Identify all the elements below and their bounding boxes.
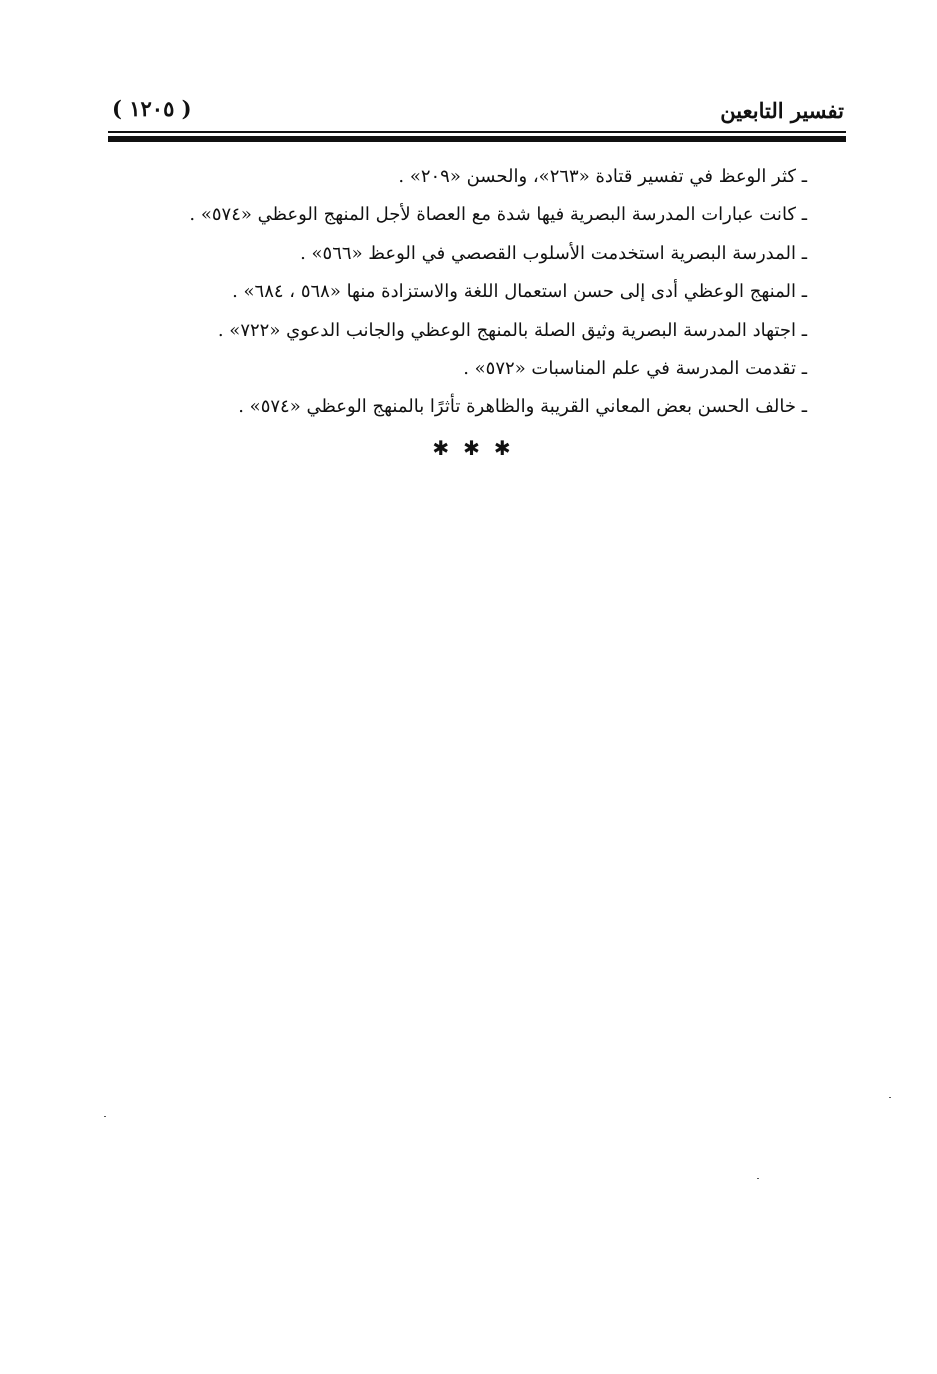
- header-rule-thick: [108, 136, 846, 142]
- running-title: تفسير التابعين: [720, 98, 844, 123]
- list-item: ـ المدرسة البصرية استخدمت الأسلوب القصصي في الوعظ «٥٦٦» .: [300, 242, 807, 264]
- list-item: ـ المنهج الوعظي أدى إلى حسن استعمال اللغة والاستزادة منها «٥٦٨ ، ٦٨٤» .: [232, 281, 807, 303]
- list-item: ـ كثر الوعظ في تفسير قتادة «٢٦٣»، والحسن «٢٠٩» .: [398, 166, 807, 187]
- section-divider-stars: ✱✱✱: [432, 436, 525, 460]
- list-item: ـ خالف الحسن بعض المعاني القريبة والظاهرة تأثرًا بالمنهج الوعظي «٥٧٤» .: [238, 396, 807, 418]
- list-item: ـ كانت عبارات المدرسة البصرية فيها شدة مع العصاة لأجل المنهج الوعظي «٥٧٤» .: [189, 204, 807, 226]
- summary-list: [167, 158, 807, 427]
- list-item: ـ اجتهاد المدرسة البصرية وثيق الصلة بالمنهج الوعظي والجانب الدعوي «٧٢٢» .: [217, 319, 807, 341]
- scan-speck: [889, 1097, 891, 1098]
- scan-speck: [757, 1178, 759, 1179]
- header-rule-thin: [108, 131, 846, 133]
- page-header: [108, 96, 844, 130]
- page-number: ( ١٢٠٥ ): [112, 96, 192, 121]
- scan-speck: [104, 1116, 106, 1117]
- list-item: ـ تقدمت المدرسة في علم المناسبات «٥٧٢» .: [463, 357, 807, 379]
